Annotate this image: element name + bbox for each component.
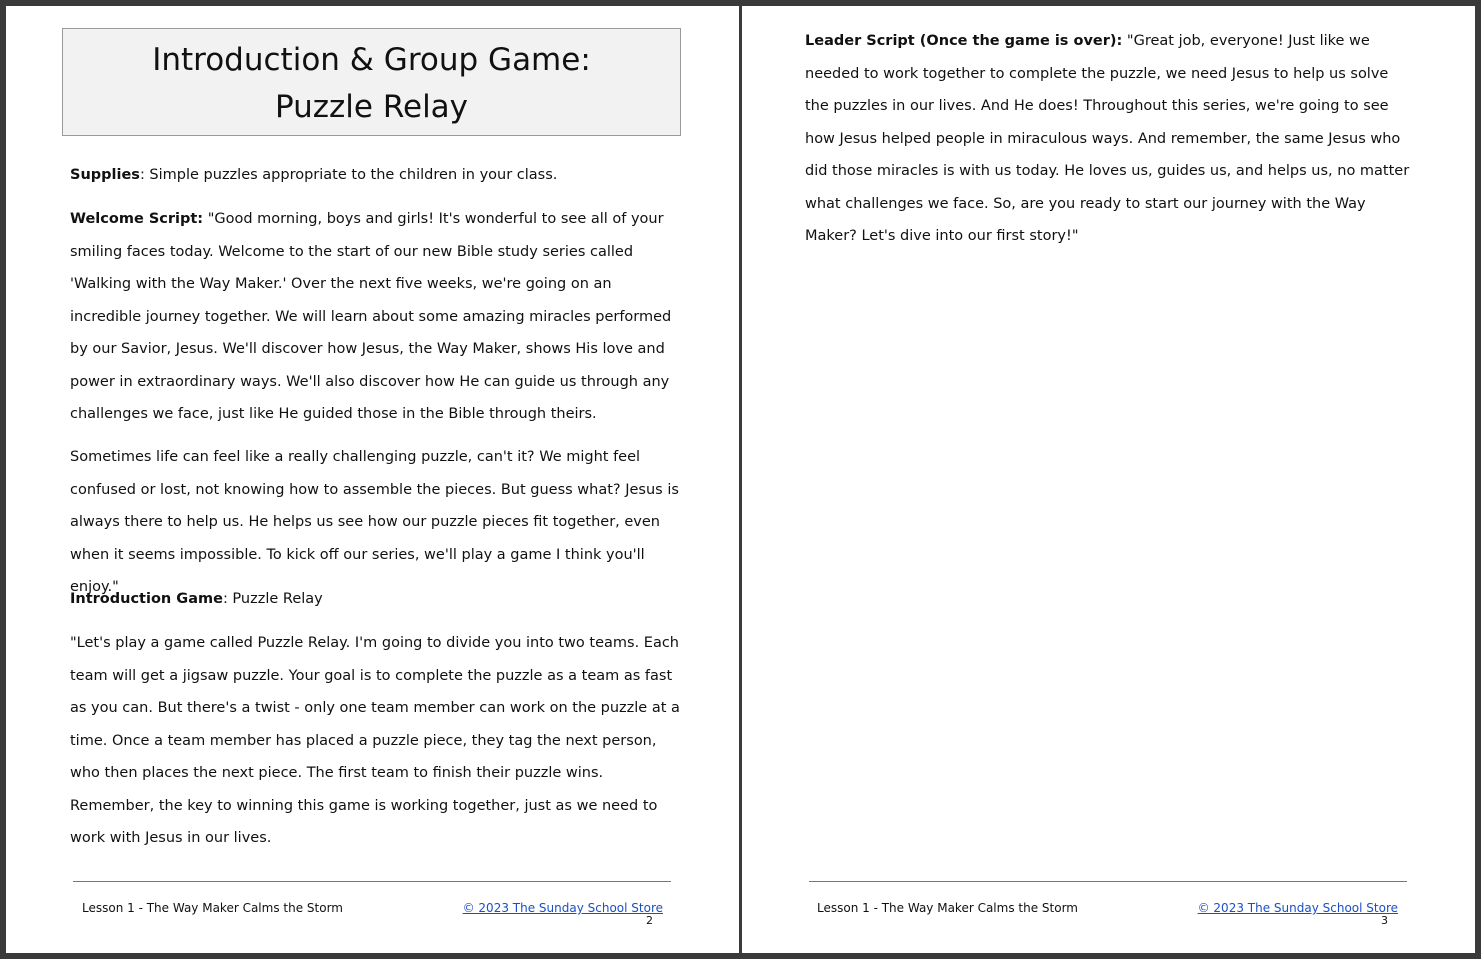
section-title-box [62,28,681,136]
supplies-paragraph [70,159,680,192]
introduction-game-text: : Puzzle Relay [222,591,323,607]
introduction-game-paragraph [70,583,680,616]
game-instructions-paragraph: "Let's play a game called Puzzle Relay. I'm going to divide you into two teams. Each team will get a jigsaw puzzle. Your goal is to complete the puzzle as a team as fast as you can. But there's a twist - only one team member can work on the puzzle at a time. Once a team member has placed a puzzle piece, they tag the next person, who then places the next piece. The first team to finish their puzzle wins. Remember, the key to winning this game is working together, just as we need to work with Jesus in our lives. [70,635,680,846]
footer-lesson-title: Lesson 1 - The Way Maker Calms the Storm [817,901,1078,915]
footer-copyright-link[interactable]: © 2023 The Sunday School Store [1197,901,1398,915]
page-number: 2 [646,914,653,927]
supplies-text: : Simple puzzles appropriate to the children in your class. [139,167,558,183]
leader-script-paragraph [805,25,1415,253]
leader-script-label: Leader Script (Once the game is over): [805,33,1123,49]
footer-divider [809,881,1407,882]
welcome-script-label: Welcome Script: [70,211,204,227]
leader-script-text: "Great job, everyone! Just like we needed to work together to complete the puzzle, we need Jesus to help us solve the puzzles in our lives. And He does! Throughout this series, we're going to see how Jesus helped people in miraculous ways. And remember, the same Jesus who did those miracles is with us today. He loves us, guides us, and helps us, no matter what challenges we face. So, are you ready to start our journey with the Way Maker? Let's dive into our first story!" [805,33,1410,244]
footer-copyright-link[interactable]: © 2023 The Sunday School Store [462,901,663,915]
page-3 [742,6,1475,953]
footer-lesson-title: Lesson 1 - The Way Maker Calms the Storm [82,901,343,915]
puzzle-paragraph: Sometimes life can feel like a really challenging puzzle, can't it? We might feel confused or lost, not knowing how to assemble the pieces. But guess what? Jesus is always there to help us. He helps us see how our puzzle pieces fit together, even when it seems impossible. To kick off our series, we'll play a game I think you'll enjoy." [70,449,679,595]
supplies-label: Supplies [70,167,140,183]
section-title-line-2: Puzzle Relay [274,89,469,125]
footer-divider [73,881,671,882]
welcome-script-paragraph [70,203,680,431]
welcome-script-text: "Good morning, boys and girls! It's wonderful to see all of your smiling faces today. Welcome to the start of our new Bible study series called 'Walking with the Way Maker.' Over the next five weeks, we're going on an incredible journey together. We will learn about some amazing miracles performed by our Savior, Jesus. We'll discover how Jesus, the Way Maker, shows His love and power in extraordinary ways. We'll also discover how He can guide us through any challenges we face, just like He guided those in the Bible through theirs. [70,211,672,422]
page-2 [6,6,739,953]
page-number: 3 [1381,914,1388,927]
introduction-game-label: Introduction Game [70,591,223,607]
section-title-line-1: Introduction & Group Game: [152,42,591,78]
